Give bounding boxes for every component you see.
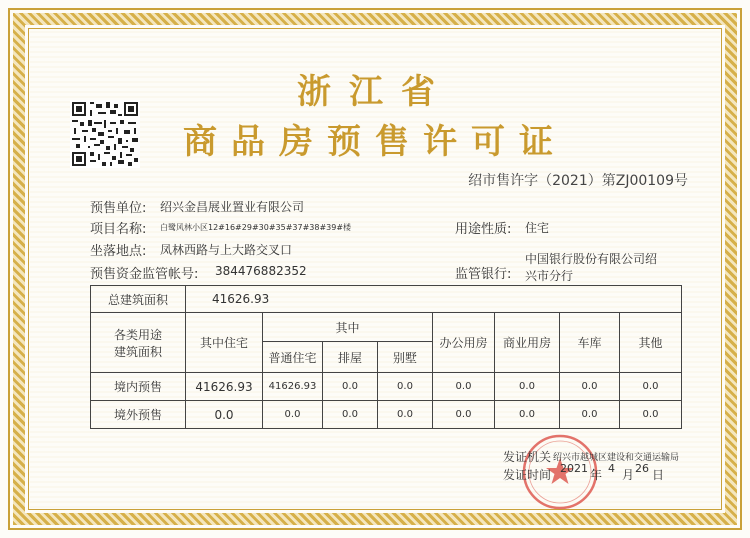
cell-villa: 0.0 — [378, 401, 433, 429]
col-of-which: 其中 — [263, 313, 433, 342]
project-value: 白鹭风林小区12#16#29#30#35#37#38#39#楼 — [160, 223, 352, 232]
col-office: 办公用房 — [433, 313, 495, 373]
bank-value-line2: 兴市分行 — [525, 269, 574, 283]
table-row — [91, 373, 682, 401]
seller-label: 预售单位: — [90, 201, 147, 216]
row-label: 境内预售 — [91, 373, 186, 401]
cell-garage: 0.0 — [560, 401, 620, 429]
permit-number: 绍市售许字（2021）第ZJ00109号 — [468, 173, 688, 189]
cell-other: 0.0 — [620, 373, 682, 401]
account-value: 384476882352 — [215, 264, 307, 278]
col-row-house: 排屋 — [323, 342, 378, 373]
table-row — [91, 401, 682, 429]
project-label: 项目名称: — [90, 222, 147, 237]
usage-label: 用途性质: — [455, 222, 512, 237]
cell-ordinary: 41626.93 — [263, 373, 323, 401]
col-villa: 别墅 — [378, 342, 433, 373]
row-header-line2: 建筑面积 — [113, 344, 162, 359]
bank-value-line1: 中国银行股份有限公司绍 — [525, 252, 658, 266]
col-other: 其他 — [620, 313, 682, 373]
title-certificate: 商品房预售许可证 — [183, 122, 567, 162]
issuer-label: 发证机关 — [503, 450, 552, 464]
cell-garage: 0.0 — [560, 373, 620, 401]
date-month-unit: 月 — [622, 468, 635, 482]
col-residential: 其中住宅 — [186, 313, 263, 373]
cell-residential: 0.0 — [186, 401, 263, 429]
cell-row-house: 0.0 — [323, 401, 378, 429]
row-label: 境外预售 — [91, 401, 186, 429]
cell-other: 0.0 — [620, 401, 682, 429]
row-header — [91, 313, 186, 373]
col-ordinary: 普通住宅 — [263, 342, 323, 373]
date-day: 26 — [635, 462, 649, 475]
cell-villa: 0.0 — [378, 373, 433, 401]
location-label: 坐落地点: — [90, 244, 147, 259]
issuer-value: 绍兴市越城区建设和交通运输局 — [553, 453, 680, 463]
date-day-unit: 日 — [652, 468, 665, 482]
col-garage: 车库 — [560, 313, 620, 373]
cell-ordinary: 0.0 — [263, 401, 323, 429]
title-province: 浙江省 — [297, 72, 453, 112]
cell-row-house: 0.0 — [323, 373, 378, 401]
date-year: 2021 — [560, 462, 588, 475]
bank-label: 监管银行: — [455, 267, 512, 282]
date-label: 发证时间 — [503, 468, 552, 482]
col-commercial: 商业用房 — [495, 313, 560, 373]
account-label: 预售资金监管帐号: — [90, 267, 199, 282]
cell-commercial: 0.0 — [495, 401, 560, 429]
cell-office: 0.0 — [433, 401, 495, 429]
cell-office: 0.0 — [433, 373, 495, 401]
date-year-unit: 年 — [590, 468, 603, 482]
row-header-line1: 各类用途 — [113, 327, 162, 342]
cell-commercial: 0.0 — [495, 373, 560, 401]
date-month: 4 — [608, 462, 615, 475]
seller-value: 绍兴金昌展业置业有限公司 — [160, 200, 305, 214]
location-value: 凤林西路与上大路交叉口 — [160, 243, 293, 257]
total-area-label: 总建筑面积 — [91, 286, 186, 313]
usage-value: 住宅 — [525, 221, 550, 235]
cell-residential: 41626.93 — [186, 373, 263, 401]
area-table — [90, 285, 682, 429]
total-area-value: 41626.93 — [186, 286, 682, 313]
